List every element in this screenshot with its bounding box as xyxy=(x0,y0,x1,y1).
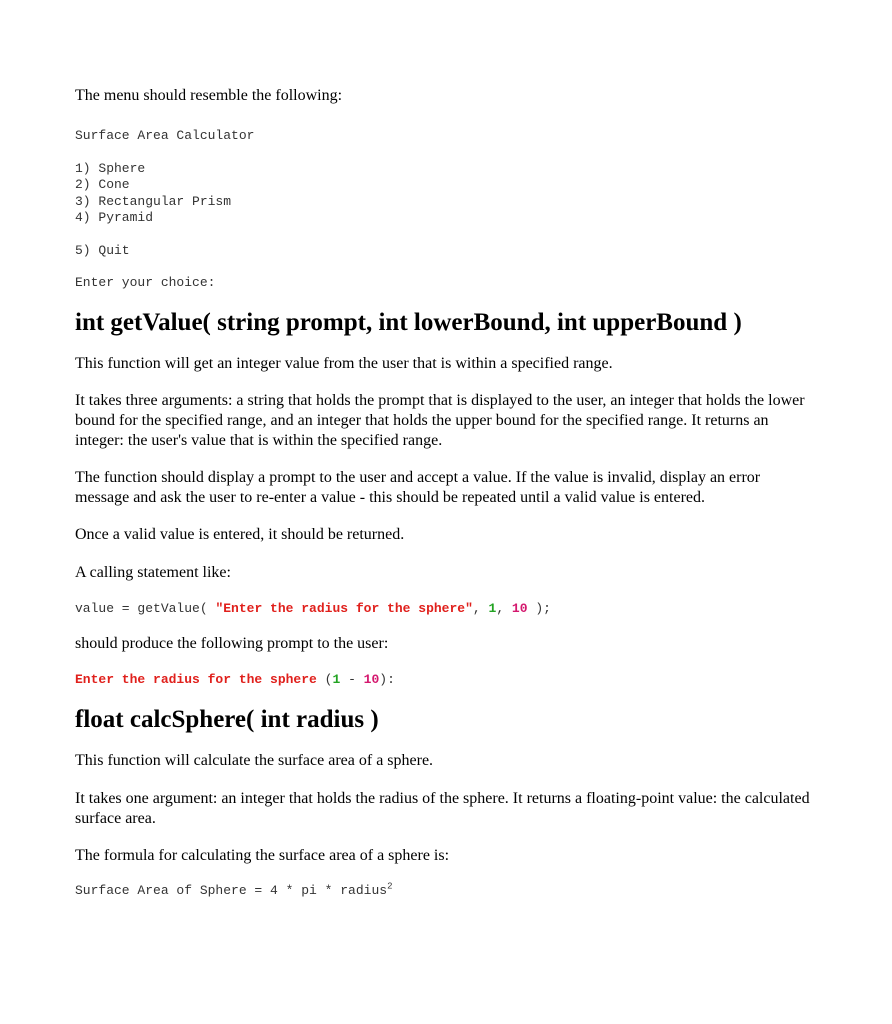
prompt-output-example xyxy=(75,672,815,689)
output-lower-bound: 1 xyxy=(332,672,341,687)
code-string-arg: "Enter the radius for the sphere" xyxy=(215,600,473,616)
formula-text: Surface Area of Sphere = 4 * pi * radius xyxy=(75,882,388,898)
code-prefix: value = getValue( xyxy=(75,600,216,616)
menu-item-list xyxy=(75,161,815,227)
calcsphere-formula-label: The formula for calculating the surface area of a sphere is: xyxy=(75,846,450,864)
calcsphere-heading: float calcSphere( int radius ) xyxy=(75,705,379,733)
getvalue-description: This function will get an integer value from the user that is within a specified range. xyxy=(75,354,613,372)
menu-choice-prompt: Enter your choice: xyxy=(75,275,216,290)
code-separator: , xyxy=(496,600,512,616)
code-upper-bound: 10 xyxy=(511,600,528,616)
prompt-output-label: should produce the following prompt to the user: xyxy=(75,635,389,652)
output-dash: - xyxy=(340,672,364,687)
getvalue-return-note: Once a valid value is entered, it should be returned. xyxy=(75,525,405,543)
menu-item-cone: 2) Cone xyxy=(75,177,130,192)
document-page xyxy=(75,86,815,899)
getvalue-heading: int getValue( string prompt, int lowerBound, int upperBound ) xyxy=(75,308,742,336)
formula-exponent: 2 xyxy=(387,881,393,892)
getvalue-behavior: The function should display a prompt to the user and accept a value. If the value is invalid, display an error message and ask the user to re-enter a value - this should be repeated until a valid value is entered. xyxy=(75,468,761,506)
output-open-paren: ( xyxy=(316,672,333,687)
code-separator: , xyxy=(472,600,489,616)
menu-item-pyramid: 4) Pyramid xyxy=(75,210,154,225)
calcsphere-description: This function will calculate the surface area of a sphere. xyxy=(75,751,434,769)
calling-statement-code xyxy=(75,601,815,618)
menu-title: Surface Area Calculator xyxy=(75,128,255,143)
output-prompt-text: Enter the radius for the sphere xyxy=(75,672,317,687)
menu-item-rectangular-prism: 3) Rectangular Prism xyxy=(75,193,232,209)
calcsphere-arguments: It takes one argument: an integer that holds the radius of the sphere. It returns a floating-point value: the calculated surface area. xyxy=(75,789,810,827)
getvalue-arguments: It takes three arguments: a string that holds the prompt that is displayed to the user, an integer that holds the lower bound for the specified range, and an integer that holds the upper bound for the specified range. It returns an integer: the user's value that is within the specified range. xyxy=(75,391,805,449)
output-upper-bound: 10 xyxy=(363,672,380,687)
sphere-formula xyxy=(75,883,815,900)
menu-item-sphere: 1) Sphere xyxy=(75,160,146,176)
menu-item-quit: 5) Quit xyxy=(75,242,130,258)
code-suffix: ); xyxy=(527,600,551,616)
intro-text: The menu should resemble the following: xyxy=(75,87,343,104)
calling-statement-label: A calling statement like: xyxy=(75,563,231,581)
code-lower-bound: 1 xyxy=(488,600,497,616)
output-close: ): xyxy=(379,672,395,687)
